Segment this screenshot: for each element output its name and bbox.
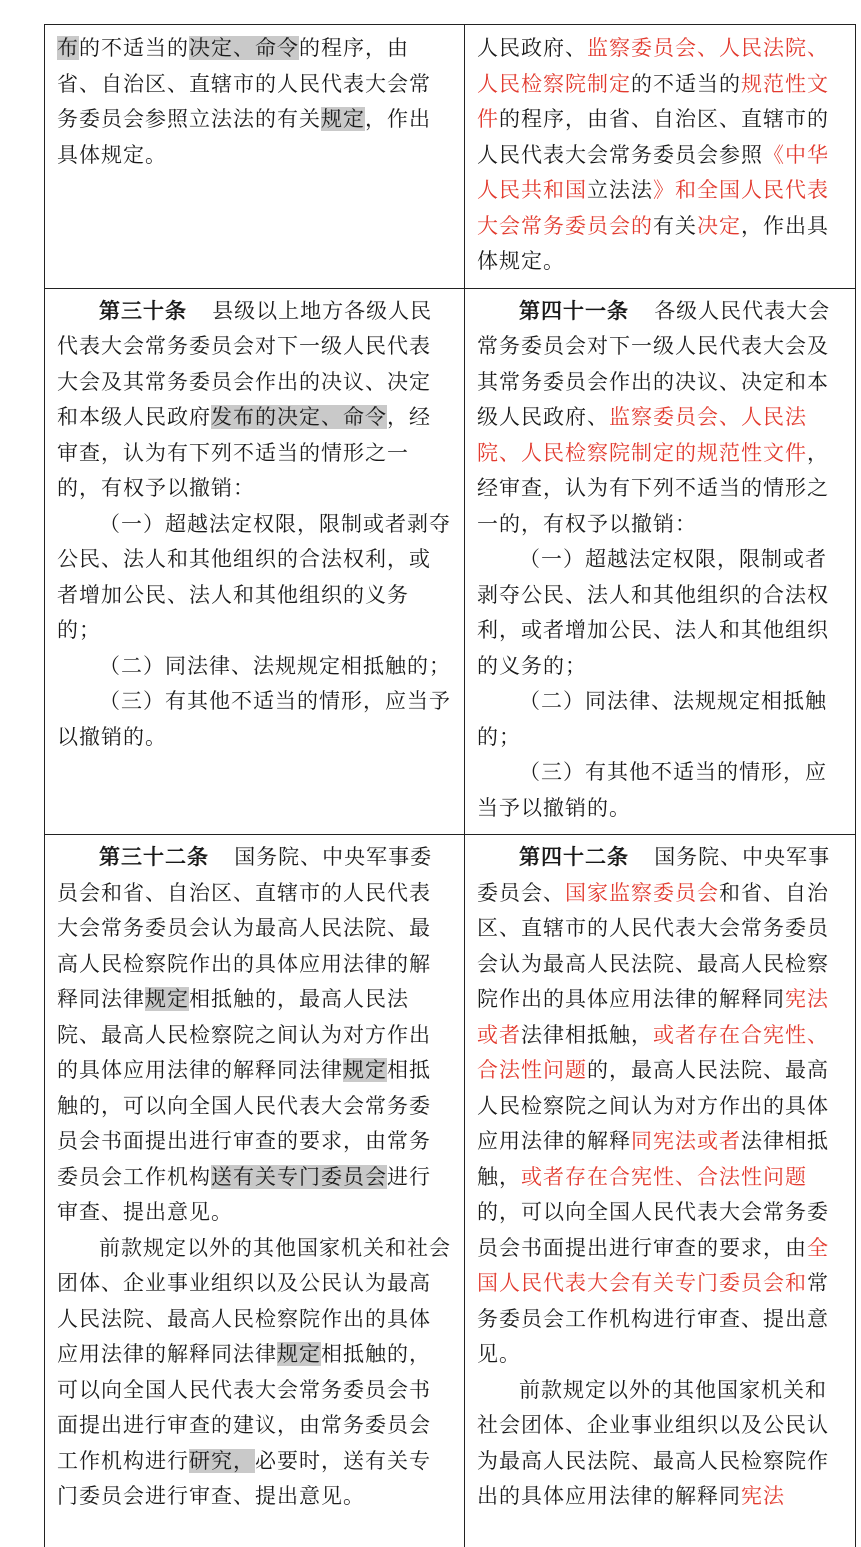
text-segment: 的程序，由省、自治区、直辖市的人民代表大会常务委员会参照 xyxy=(477,107,829,167)
text-segment: 的，可以向全国人民代表大会常务委员会书面提出进行审查的要求，由 xyxy=(477,1200,829,1260)
article-number: 第四十一条 xyxy=(519,298,629,323)
text-segment: 立法法 xyxy=(587,178,653,202)
deleted-text-highlight: 布 xyxy=(57,36,79,60)
amended-text: 监察委员会、人民法院、人民检察院制定 xyxy=(477,36,829,96)
text-segment: （一）超越法定权限，限制或者剥夺公民、法人和其他组织的合法权利，或者增加公民、法人和其他组织的义务的； xyxy=(57,512,451,643)
paragraph xyxy=(477,755,843,826)
text-segment: 常务委员会工作机构进行审查、提出意见。 xyxy=(477,1271,829,1366)
amended-text: 或者存在合宪性、合法性问题 xyxy=(477,1023,829,1083)
paragraph xyxy=(57,649,452,685)
amended-text: 同宪法或者 xyxy=(631,1129,741,1153)
deleted-text-highlight: 规定 xyxy=(277,1342,321,1366)
text-segment: 法律相抵触， xyxy=(521,1023,653,1047)
text-segment: （三）有其他不适当的情形，应当予以撤销的。 xyxy=(477,760,827,820)
text-segment: ，经审查，认为有下列不适当的情形之一的，有权予以撤销： xyxy=(477,441,829,536)
text-segment: 各级人民代表大会常务委员会对下一级人民代表大会及其常务委员会作出的决议、决定和本级人民政府、 xyxy=(477,299,830,430)
comparison-table xyxy=(44,24,856,1547)
old-law-cell xyxy=(45,835,465,1547)
deleted-text-highlight: 送有关专门委员会 xyxy=(211,1165,387,1189)
amended-text: 宪法或者 xyxy=(477,987,829,1047)
text-segment: 人民政府、 xyxy=(477,36,587,60)
table-row xyxy=(45,288,856,835)
text-segment: 和省、自治区、直辖市的人民代表大会常务委员会认为最高人民法院、最高人民检察院作出的具体应用法律的解释同 xyxy=(477,881,829,1012)
amended-text: 》和全国人民代表大会常务委员会的 xyxy=(477,178,829,238)
text-segment: （一）超越法定权限，限制或者剥夺公民、法人和其他组织的合法权利，或者增加公民、法人和其他组织的义务的； xyxy=(477,547,829,678)
paragraph xyxy=(477,684,843,755)
paragraph xyxy=(57,293,452,507)
paragraph xyxy=(477,839,843,1373)
article-number: 第三十二条 xyxy=(99,844,209,869)
text-segment: （二）同法律、法规规定相抵触的； xyxy=(99,654,451,678)
paragraph xyxy=(477,293,843,543)
text-segment: 的，最高人民法院、最高人民检察院之间认为对方作出的具体应用法律的解释 xyxy=(477,1058,829,1153)
old-law-cell xyxy=(45,288,465,835)
table-row xyxy=(45,835,856,1547)
new-law-cell xyxy=(465,835,856,1547)
text-segment: 国务院、中央军事委员会和省、自治区、直辖市的人民代表大会常务委员会认为最高人民法院、最高人民检察院作出的具体应用法律的解释同法律 xyxy=(57,845,432,1011)
paragraph xyxy=(477,542,843,684)
deleted-text-highlight: 规定 xyxy=(321,107,365,131)
amended-text: 国家监察委员会 xyxy=(565,881,719,905)
text-segment: 进行审查、提出意见。 xyxy=(57,1165,431,1225)
amended-text: 宪法 xyxy=(741,1484,785,1508)
new-law-cell xyxy=(465,25,856,289)
deleted-text-highlight: 规定 xyxy=(343,1058,387,1082)
text-segment: ，经审查，认为有下列不适当的情形之一的，有权予以撤销： xyxy=(57,405,431,500)
text-segment: （二）同法律、法规规定相抵触的； xyxy=(477,689,827,749)
article-number: 第四十二条 xyxy=(519,844,629,869)
deleted-text-highlight: 决定、命令 xyxy=(189,36,299,60)
text-segment: 相抵触的，可以向全国人民代表大会常务委员会书面提出进行审查的要求，由常务委员会工作机构 xyxy=(57,1058,431,1189)
text-segment: ，作出具体规定。 xyxy=(477,214,829,274)
amended-text: 决定 xyxy=(697,214,741,238)
paragraph xyxy=(477,31,843,280)
amended-text: 或者存在合宪性、合法性问题 xyxy=(521,1165,807,1189)
amended-text: 规范性文件 xyxy=(477,72,829,132)
comparison-table-body xyxy=(45,25,856,1547)
paragraph xyxy=(57,31,452,173)
text-segment: 前款规定以外的其他国家机关和社会团体、企业事业组织以及公民认为最高人民法院、最高人民检察院作出的具体应用法律的解释同 xyxy=(477,1378,829,1509)
old-law-cell xyxy=(45,25,465,289)
amended-text: 全国人民代表大会有关专门委员会和 xyxy=(477,1236,829,1296)
paragraph xyxy=(57,684,452,755)
text-segment: 法律相抵触， xyxy=(477,1129,829,1189)
text-segment: ，作出具体规定。 xyxy=(57,107,431,167)
table-row xyxy=(45,25,856,289)
text-segment: 相抵触的，可以向全国人民代表大会常务委员会书面提出进行审查的建议，由常务委员会工作机构进行 xyxy=(57,1342,431,1473)
text-segment: 必要时，送有关专门委员会进行审查、提出意见。 xyxy=(57,1449,431,1509)
text-segment: 的程序，由省、自治区、直辖市的人民代表大会常务委员会参照立法法的有关 xyxy=(57,36,431,131)
new-law-cell xyxy=(465,288,856,835)
text-segment: 的不适当的 xyxy=(79,36,189,60)
paragraph xyxy=(57,839,452,1231)
text-segment: 前款规定以外的其他国家机关和社会团体、企业事业组织以及公民认为最高人民法院、最高人民检察院作出的具体应用法律的解释同法律 xyxy=(57,1236,451,1367)
deleted-text-highlight: 发布的决定、命令 xyxy=(211,405,387,429)
deleted-text-highlight: 规定 xyxy=(145,987,189,1011)
amended-text: 《中华人民共和国 xyxy=(477,143,829,203)
deleted-text-highlight: 研究， xyxy=(189,1449,255,1473)
paragraph xyxy=(57,507,452,649)
text-segment: 的不适当的 xyxy=(631,72,741,96)
article-number: 第三十条 xyxy=(99,298,187,323)
paragraph xyxy=(57,1231,452,1515)
text-segment: 有关 xyxy=(653,214,697,238)
text-segment: 县级以上地方各级人民代表大会常务委员会对下一级人民代表大会及其常务委员会作出的决议、决定和本级人民政府 xyxy=(57,299,432,430)
text-segment: （三）有其他不适当的情形，应当予以撤销的。 xyxy=(57,689,451,749)
paragraph xyxy=(477,1373,843,1515)
text-segment: 相抵触的，最高人民法院、最高人民检察院之间认为对方作出的具体应用法律的解释同法律 xyxy=(57,987,431,1082)
amended-text: 监察委员会、人民法院、人民检察院制定的规范性文件 xyxy=(477,405,807,465)
text-segment: 国务院、中央军事委员会、 xyxy=(477,845,830,905)
